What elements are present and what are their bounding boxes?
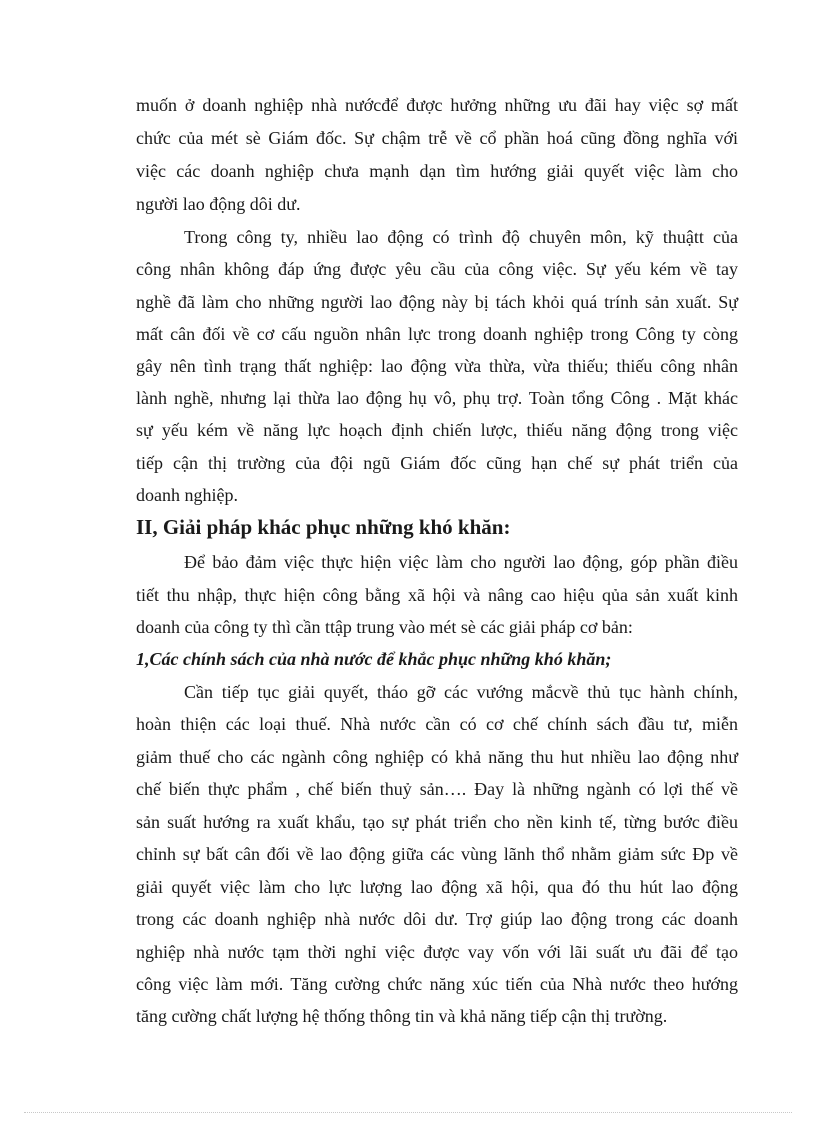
- paragraph-4-line-9: nghiệp nhà nước tạm thời nghỉ việc được vay vốn với lãi suất ưu đãi để tạo: [136, 942, 738, 962]
- paragraph-4-line-6: chỉnh sự bất cân đối về lao động giữa các vùng lãnh thổ nhằm giảm sức Đp về: [136, 844, 738, 864]
- paragraph-4-line-8: trong các doanh nghiệp nhà nước dôi dư. Trợ giúp lao động trong các doanh: [136, 909, 738, 929]
- page-bottom-divider: [24, 1112, 792, 1113]
- paragraph-1-line-4: người lao động dôi dư.: [136, 194, 301, 214]
- paragraph-4-line-3: giảm thuế cho các ngành công nghiệp có khả năng thu hut nhiều lao động như: [136, 747, 738, 767]
- paragraph-3-line-1: Để bảo đảm việc thực hiện việc làm cho người lao động, góp phần điều: [184, 552, 738, 572]
- subsection-heading: 1,Các chính sách của nhà nước để khắc phục những khó khăn;: [136, 649, 612, 669]
- paragraph-4-line-11: tăng cường chất lượng hệ thống thông tin và khả năng tiếp cận thị trường.: [136, 1006, 668, 1026]
- paragraph-2-line-6: lành nghề, nhưng lại thừa lao động hụ vô, phụ trợ. Toàn tổng Công . Mặt khác: [136, 388, 738, 408]
- paragraph-1-line-1: muốn ở doanh nghiệp nhà nướcđể được hưởng những ưu đãi hay việc sợ mất: [136, 95, 738, 115]
- paragraph-2-line-1: Trong công ty, nhiều lao động có trình độ chuyên môn, kỹ thuậtt của: [184, 227, 738, 247]
- paragraph-4-line-10: công việc làm mới. Tăng cường chức năng xúc tiến của Nhà nước theo hướng: [136, 974, 738, 994]
- paragraph-4-line-5: sản suất hướng ra xuất khẩu, tạo sự phát triển cho nền kinh tế, từng bước điều: [136, 812, 738, 832]
- paragraph-3-line-2: tiết thu nhập, thực hiện công bằng xã hội và nâng cao hiệu qủa sản xuất kinh: [136, 585, 738, 605]
- paragraph-1-line-2: chức của mét sè Giám đốc. Sự chậm trễ về cổ phần hoá cũng đồng nghĩa với: [136, 128, 738, 148]
- paragraph-2-line-9: doanh nghiệp.: [136, 485, 238, 505]
- paragraph-4-line-1: Cần tiếp tục giải quyết, tháo gỡ các vướng mắcvề thủ tục hành chính,: [184, 682, 738, 702]
- section-heading: II, Giải pháp khác phục những khó khăn:: [136, 515, 511, 539]
- paragraph-2-line-2: công nhân không đáp ứng được yêu cầu của công việc. Sự yếu kém về tay: [136, 259, 738, 279]
- paragraph-2-line-5: gây nên tình trạng thất nghiệp: lao động vừa thừa, vừa thiếu; thiếu công nhân: [136, 356, 738, 376]
- paragraph-1-line-3: việc các doanh nghiệp chưa mạnh dạn tìm hướng giải quyết việc làm cho: [136, 161, 738, 181]
- paragraph-4-line-2: hoàn thiện các loại thuế. Nhà nước cần có cơ chế chính sách đầu tư, miễn: [136, 714, 738, 734]
- paragraph-2-line-7: sự yếu kém về năng lực hoạch định chiến lược, thiếu năng động trong việc: [136, 420, 738, 440]
- paragraph-2-line-3: nghề đã làm cho những người lao động này bị tách khỏi quá trính sản xuất. Sự: [136, 292, 738, 312]
- paragraph-2-line-4: mất cân đối về cơ cấu nguồn nhân lực trong doanh nghiệp trong Công ty còng: [136, 324, 738, 344]
- paragraph-4-line-4: chế biến thực phẩm , chế biến thuỷ sản…. Đay là những ngành có lợi thế về: [136, 779, 738, 799]
- paragraph-3-line-3: doanh của công ty thì cần ttập trung vào mét sè các giải pháp cơ bản:: [136, 617, 633, 637]
- paragraph-2-line-8: tiếp cận thị trường của đội ngũ Giám đốc cũng hạn chế sự phát triển của: [136, 453, 738, 473]
- paragraph-4-line-7: giải quyết việc làm cho lực lượng lao động xã hội, qua đó thu hút lao động: [136, 877, 738, 897]
